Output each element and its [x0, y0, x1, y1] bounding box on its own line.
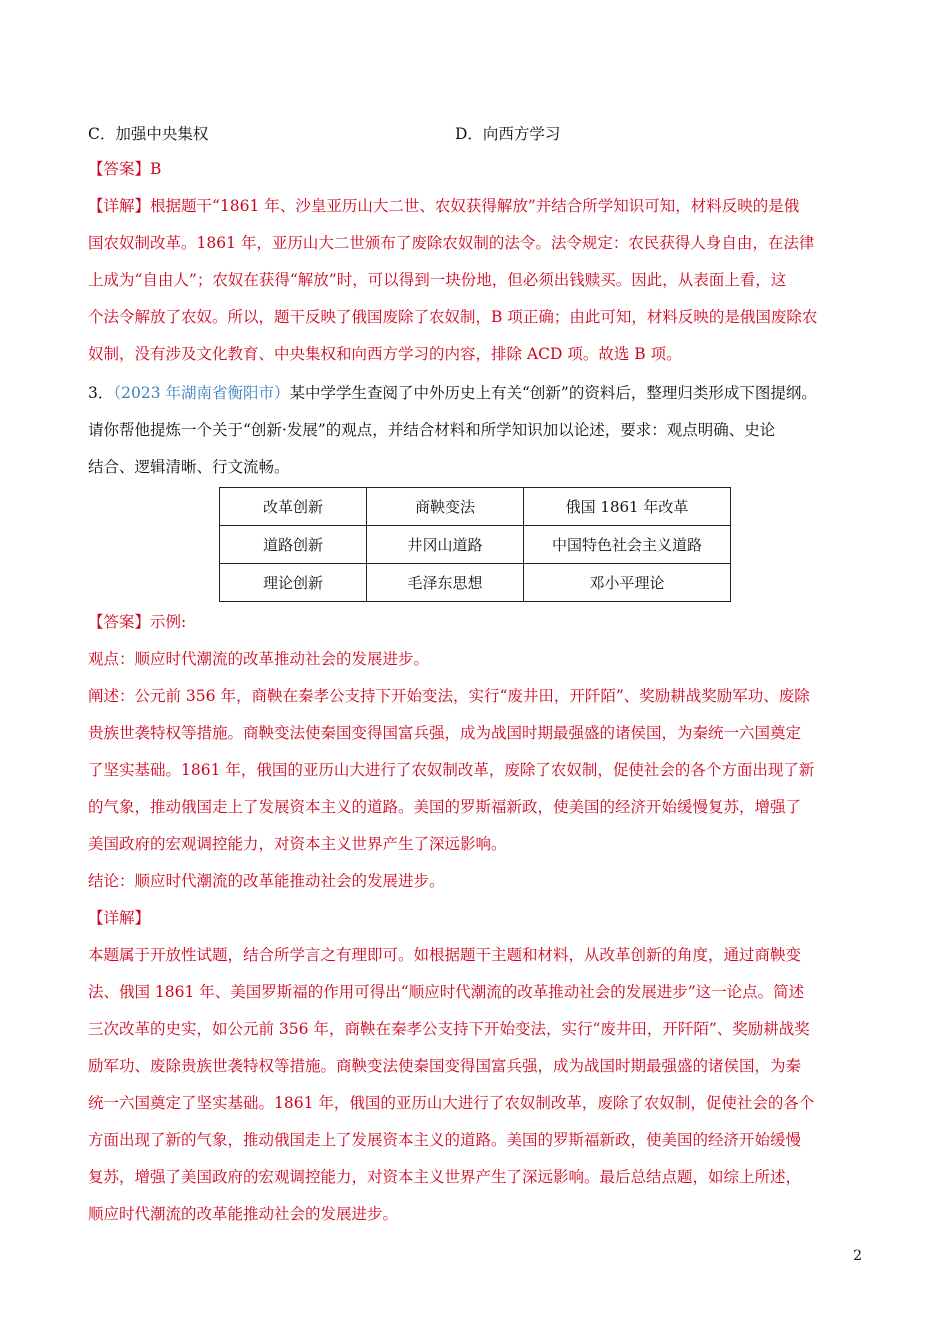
q3-stem-line: 请你帮他提炼一个关于“创新·发展”的观点，并结合材料和所学知识加以论述，要求：观点明确、史论	[88, 421, 776, 439]
answer-intro: 示例:	[150, 613, 187, 631]
q2-detail-line: 【详解】根据题干“1861 年、沙皇亚历山大二世、农奴获得解放”并结合所学知识可知，材料反映的是俄	[88, 197, 800, 215]
table-cell: 毛泽东思想	[367, 564, 524, 602]
answer-tag: 【答案】	[88, 613, 151, 631]
q3-detail-line: 方面出现了新的气象，推动俄国走上了发展资本主义的道路。美国的罗斯福新政，使美国的经济开始缓慢	[88, 1131, 802, 1149]
q3-answer-line: 结论：顺应时代潮流的改革能推动社会的发展进步。	[88, 872, 445, 890]
q3-detail-line: 本题属于开放性试题，结合所学言之有理即可。如根据题干主题和材料，从改革创新的角度，通过商鞅变	[88, 946, 802, 964]
innovation-table	[219, 487, 731, 602]
q3-detail-tag: 【详解】	[88, 909, 151, 927]
table-row	[220, 526, 731, 564]
option-c: C．加强中央集权	[88, 125, 209, 143]
q3-detail-line: 顺应时代潮流的改革能推动社会的发展进步。	[88, 1205, 399, 1223]
page-number: 2	[853, 1248, 862, 1264]
table-row	[220, 488, 731, 526]
q2-answer	[88, 159, 161, 179]
q3-stem: 3．（2023 年湖南省衡阳市）某中学学生查阅了中外历史上有关“创新”的资料后，整理归类形成下图提纲。	[88, 384, 817, 402]
question-number: 3．	[88, 384, 114, 402]
table-cell: 道路创新	[220, 526, 367, 564]
q3-answer-line: 了坚实基础。1861 年，俄国的亚历山大进行了农奴制改革，废除了农奴制，促使社会的各个方面出现了新	[88, 761, 815, 779]
option-d: D．向西方学习	[455, 125, 561, 143]
q3-stem-line: 结合、逻辑清晰、行文流畅。	[88, 458, 290, 476]
table-cell: 理论创新	[220, 564, 367, 602]
q2-detail-line: 上成为“自由人”；农奴在获得“解放”时，可以得到一块份地，但必须出钱赎买。因此，从表面上看，这	[88, 271, 787, 289]
table-cell: 井冈山道路	[367, 526, 524, 564]
q2-detail-line: 国农奴制改革。1861 年，亚历山大二世颁布了废除农奴制的法令。法令规定：农民获得人身自由，在法律	[88, 234, 815, 252]
q3-detail-line: 三次改革的史实，如公元前 356 年，商鞅在秦孝公支持下开始变法，实行“废井田，开阡陌”、奖励耕战奖	[88, 1020, 810, 1038]
q3-detail-line: 复苏，增强了美国政府的宏观调控能力，对资本主义世界产生了深远影响。最后总结点题，如综上所述，	[88, 1168, 802, 1186]
q3-answer-line: 贵族世袭特权等措施。商鞅变法使秦国变得国富兵强，成为战国时期最强盛的诸侯国，为秦统一六国奠定	[88, 724, 802, 742]
answer-value: B	[150, 160, 162, 178]
q3-answer-line: 的气象，推动俄国走上了发展资本主义的道路。美国的罗斯福新政，使美国的经济开始缓慢复苏，增强了	[88, 798, 802, 816]
detail-tag: 【详解】	[88, 197, 151, 215]
q3-answer-line: 观点：顺应时代潮流的改革推动社会的发展进步。	[88, 650, 430, 668]
table-cell: 邓小平理论	[524, 564, 731, 602]
q3-answer-line: 美国政府的宏观调控能力，对资本主义世界产生了深远影响。	[88, 835, 507, 853]
q3-detail-line: 法、俄国 1861 年、美国罗斯福的作用可得出“顺应时代潮流的改革推动社会的发展进步”这一论点。简述	[88, 983, 805, 1001]
q3-detail-line: 励军功、废除贵族世袭特权等措施。商鞅变法使秦国变得国富兵强，成为战国时期最强盛的诸侯国，为秦	[88, 1057, 802, 1075]
table-cell: 改革创新	[220, 488, 367, 526]
q2-detail-line: 奴制，没有涉及文化教育、中央集权和向西方学习的内容，排除 ACD 项。故选 B 项。	[88, 345, 682, 363]
q3-detail-line: 统一六国奠定了坚实基础。1861 年，俄国的亚历山大进行了农奴制改革，废除了农奴制，促使社会的各个	[88, 1094, 815, 1112]
answer-tag: 【答案】	[88, 160, 151, 178]
table-cell: 商鞅变法	[367, 488, 524, 526]
q3-answer-line: 阐述：公元前 356 年，商鞅在秦孝公支持下开始变法，实行“废井田，开阡陌”、奖励耕战奖励军功、废除	[88, 687, 810, 705]
table-cell: 中国特色社会主义道路	[524, 526, 731, 564]
question-source: （2023 年湖南省衡阳市）	[113, 384, 290, 402]
q3-answer	[88, 612, 186, 632]
table-row	[220, 564, 731, 602]
table-cell: 俄国 1861 年改革	[524, 488, 731, 526]
q2-detail-line: 个法令解放了农奴。所以，题干反映了俄国废除了农奴制，B 项正确；由此可知，材料反映的是俄国废除农	[88, 308, 818, 326]
